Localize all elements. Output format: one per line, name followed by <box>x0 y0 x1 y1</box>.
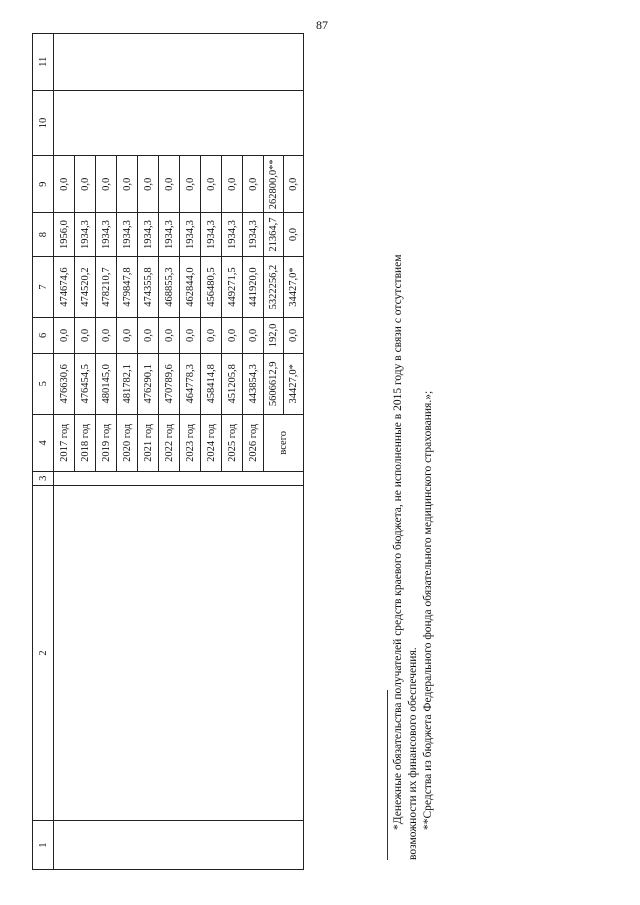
value-cell: 0,0 <box>201 156 222 213</box>
value-cell: 0,0 <box>222 156 243 213</box>
year-cell: 2022 год <box>159 414 180 471</box>
value-cell: 0,0 <box>138 156 159 213</box>
value-cell: 0,0 <box>201 318 222 354</box>
value-cell: 0,0 <box>75 156 96 213</box>
page-number: 87 <box>316 18 328 32</box>
year-cell: 2023 год <box>180 414 201 471</box>
value-cell: 470789,6 <box>159 353 180 414</box>
value-cell: 476454,5 <box>75 353 96 414</box>
value-cell: 476630,6 <box>54 353 75 414</box>
total-label-cell: всего <box>264 414 304 471</box>
header-cell: 2 <box>33 485 54 821</box>
year-cell: 2018 год <box>75 414 96 471</box>
footnote-1-line-2: возможности их финансового обеспечения. <box>407 647 419 860</box>
col10-cell <box>54 90 304 156</box>
value-cell: 1934,3 <box>96 213 117 257</box>
header-cell: 1 <box>33 821 54 870</box>
header-cell: 7 <box>33 256 54 317</box>
value-cell: 0,0 <box>75 318 96 354</box>
header-cell: 8 <box>33 213 54 257</box>
header-cell: 11 <box>33 34 54 91</box>
value-cell: 458414,8 <box>201 353 222 414</box>
total-cell: 5606612,9 <box>264 353 284 414</box>
value-cell: 443854,3 <box>243 353 264 414</box>
value-cell: 474520,2 <box>75 256 96 317</box>
year-cell: 2024 год <box>201 414 222 471</box>
col2-cell <box>54 485 304 821</box>
total-cell: 0,0 <box>284 213 304 257</box>
value-cell: 1934,3 <box>222 213 243 257</box>
value-cell: 1934,3 <box>138 213 159 257</box>
value-cell: 0,0 <box>180 156 201 213</box>
col1-cell <box>54 821 304 870</box>
value-cell: 1934,3 <box>75 213 96 257</box>
header-row <box>33 34 54 870</box>
header-cell: 10 <box>33 90 54 156</box>
value-cell: 1934,3 <box>159 213 180 257</box>
col3-cell <box>54 471 304 485</box>
value-cell: 478210,7 <box>96 256 117 317</box>
value-cell: 476290,1 <box>138 353 159 414</box>
value-cell: 0,0 <box>222 318 243 354</box>
value-cell: 0,0 <box>54 156 75 213</box>
header-cell: 6 <box>33 318 54 354</box>
year-cell: 2025 год <box>222 414 243 471</box>
value-cell: 468855,3 <box>159 256 180 317</box>
value-cell: 1934,3 <box>117 213 138 257</box>
value-cell: 474674,6 <box>54 256 75 317</box>
value-cell: 0,0 <box>159 318 180 354</box>
header-cell: 3 <box>33 471 54 485</box>
value-cell: 0,0 <box>117 156 138 213</box>
value-cell: 0,0 <box>180 318 201 354</box>
value-cell: 451205,8 <box>222 353 243 414</box>
footnote-rule <box>387 690 388 860</box>
value-cell: 0,0 <box>117 318 138 354</box>
value-cell: 479847,8 <box>117 256 138 317</box>
footnotes <box>387 40 436 860</box>
value-cell: 480145,0 <box>96 353 117 414</box>
value-cell: 0,0 <box>54 318 75 354</box>
year-cell: 2019 год <box>96 414 117 471</box>
value-cell: 1934,3 <box>180 213 201 257</box>
header-cell: 4 <box>33 414 54 471</box>
value-cell: 441920,0 <box>243 256 264 317</box>
value-cell: 1956,0 <box>54 213 75 257</box>
footnote-1-line-1: *Денежные обязательства получателей средств краевого бюджета, не исполненные в 2015 году в связи с отсутствием <box>392 254 404 830</box>
year-cell: 2017 год <box>54 414 75 471</box>
value-cell: 0,0 <box>138 318 159 354</box>
header-cell: 9 <box>33 156 54 213</box>
value-cell: 0,0 <box>96 318 117 354</box>
value-cell: 1934,3 <box>201 213 222 257</box>
value-cell: 474355,8 <box>138 256 159 317</box>
total-cell: 0,0 <box>284 318 304 354</box>
value-cell: 1934,3 <box>243 213 264 257</box>
total-cell: 192,0 <box>264 318 284 354</box>
col11-cell <box>54 34 304 91</box>
value-cell: 0,0 <box>159 156 180 213</box>
year-cell: 2020 год <box>117 414 138 471</box>
total-cell: 21364,7 <box>264 213 284 257</box>
total-cell: 5322256,2 <box>264 256 284 317</box>
total-cell: 0,0 <box>284 156 304 213</box>
value-cell: 0,0 <box>243 156 264 213</box>
total-cell: 262800,0** <box>264 156 284 213</box>
budget-table <box>32 33 304 870</box>
value-cell: 464778,3 <box>180 353 201 414</box>
footnote-2: **Средства из бюджета Федерального фонда обязательного медицинского страхования.»; <box>422 390 434 830</box>
table-row <box>54 34 75 870</box>
year-cell: 2026 год <box>243 414 264 471</box>
total-cell: 34427,0* <box>284 353 304 414</box>
year-cell: 2021 год <box>138 414 159 471</box>
value-cell: 462844,0 <box>180 256 201 317</box>
value-cell: 481782,1 <box>117 353 138 414</box>
value-cell: 456480,5 <box>201 256 222 317</box>
total-cell: 34427,0* <box>284 256 304 317</box>
value-cell: 0,0 <box>96 156 117 213</box>
value-cell: 0,0 <box>243 318 264 354</box>
rotated-page-content <box>32 33 432 870</box>
header-cell: 5 <box>33 353 54 414</box>
value-cell: 449271,5 <box>222 256 243 317</box>
